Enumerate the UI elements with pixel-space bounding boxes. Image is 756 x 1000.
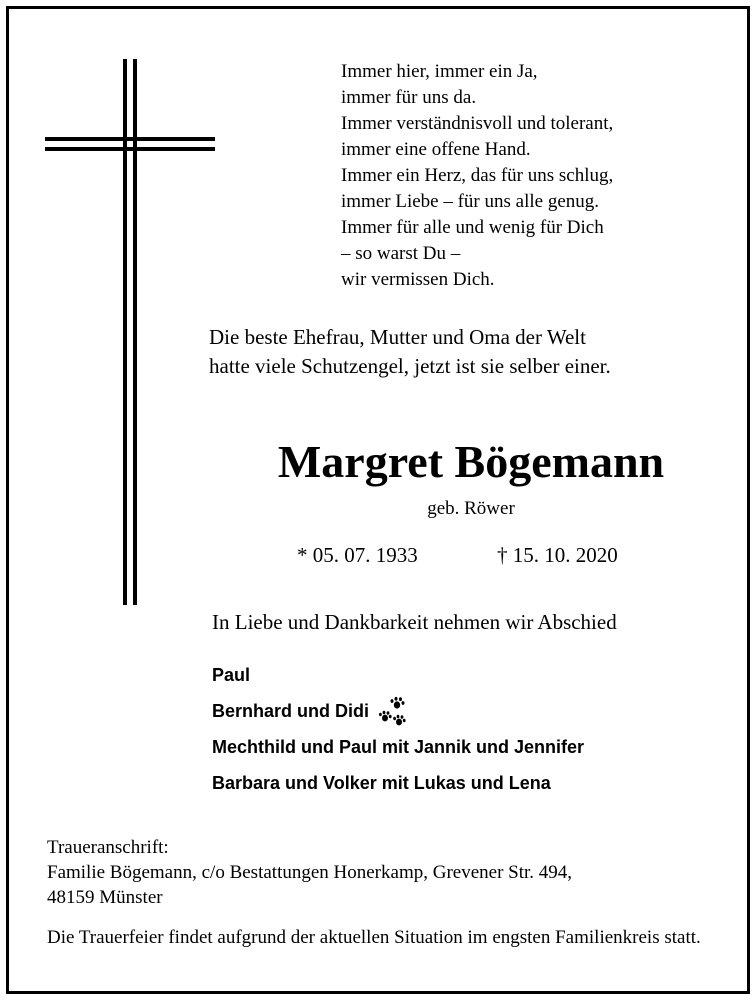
farewell-text: In Liebe und Dankbarkeit nehmen wir Abschied (212, 610, 617, 634)
cross-icon (45, 59, 215, 605)
address-line: Familie Bögemann, c/o Bestattungen Honerkamp, Grevener Str. 494, (47, 862, 573, 883)
address-line: 48159 Münster (47, 887, 163, 908)
intro-text (209, 323, 611, 381)
poem-line: immer Liebe – für uns alle genug. (341, 191, 600, 212)
paw-prints-icon (378, 696, 408, 728)
funeral-note: Die Trauerfeier findet aufgrund der aktuellen Situation im engsten Familienkreis statt. (47, 927, 701, 948)
family-member: Barbara und Volker mit Lukas und Lena (212, 773, 551, 793)
intro-line: Die beste Ehefrau, Mutter und Oma der Welt (209, 325, 586, 349)
poem-line: Immer ein Herz, das für uns schlug, (341, 165, 614, 186)
poem-line: wir vermissen Dich. (341, 269, 495, 290)
death-date: † 15. 10. 2020 (497, 543, 618, 567)
mourning-address (47, 835, 572, 910)
deceased-name: Margret Bögemann (277, 436, 665, 487)
poem (341, 59, 613, 293)
poem-line: Immer hier, immer ein Ja, (341, 61, 538, 82)
family-member: Paul (212, 665, 251, 685)
poem-line: immer für uns da. (341, 87, 477, 108)
obituary-frame (6, 6, 750, 994)
address-label: Traueranschrift: (47, 837, 169, 858)
birth-date: * 05. 07. 1933 (297, 543, 418, 567)
intro-line: hatte viele Schutzengel, jetzt ist sie selber einer. (209, 354, 611, 378)
birth-name: geb. Röwer (427, 498, 515, 519)
poem-line: – so warst Du – (341, 243, 461, 264)
poem-line: Immer verständnisvoll und tolerant, (341, 113, 614, 134)
family-member-row (212, 693, 584, 729)
poem-line: immer eine offene Hand. (341, 139, 531, 160)
family-member: Mechthild und Paul mit Jannik und Jennifer (212, 737, 585, 757)
poem-line: Immer für alle und wenig für Dich (341, 217, 604, 238)
family-list (212, 657, 584, 801)
family-member: Bernhard und Didi (212, 701, 369, 721)
